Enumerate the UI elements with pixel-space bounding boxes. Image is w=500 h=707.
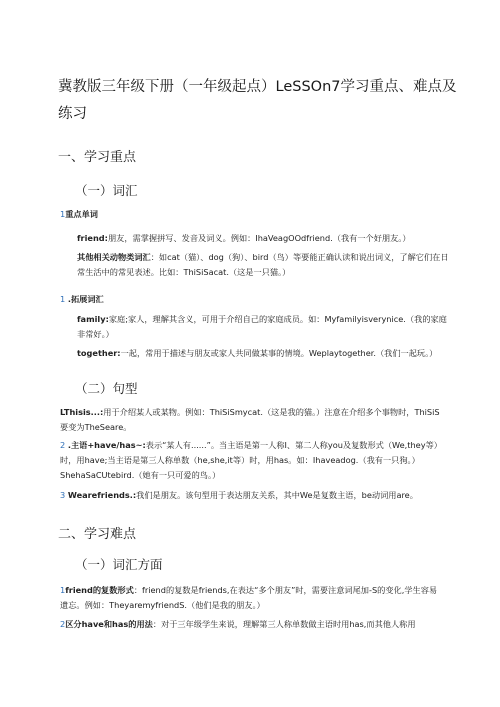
description: 我们是朋友。该句型用于表达朋友关系，其中We是复数主语，be动词用are。 <box>136 490 418 500</box>
description: 表示“某人有......”。当主语是第一人称I、第二人称you及复数形式（We,they等）时，用have;当主语是第三人称单数（he,she,it等）时，用has。如：Ihaveadog.（我有一只狗。）ShehaSaCUtebird.（她有一只可爱的鸟。） <box>60 440 442 480</box>
vocab-item-family <box>77 312 449 342</box>
difficulty-have-has <box>60 617 445 632</box>
term: friend: <box>77 233 108 243</box>
term: LThisis...: <box>60 407 104 417</box>
list-number: 2 <box>60 619 66 629</box>
subheading-vocabulary-aspects: （一）词汇方面 <box>75 557 163 572</box>
subheading-vocabulary: （一）词汇 <box>75 183 138 198</box>
vocab-group-extended-words <box>60 292 440 307</box>
term: 区分have和has的用法 <box>65 619 153 629</box>
description: ：对于三年级学生来说，理解第三人称单数做主语时用has,而其他人称用 <box>152 619 416 629</box>
group-label: .拓展词汇 <box>67 294 104 304</box>
document-title: 冀教版三年级下册（一年级起点）LeSSOn7学习重点、难点及练习 <box>58 79 457 122</box>
sentence-pattern-have-has <box>60 438 445 483</box>
definition: 一起，常用于描述与朋友或家人共同做某事的情境。Weplaytogether.（我们一起玩。） <box>120 348 438 358</box>
list-number: 3 <box>60 490 66 500</box>
term: family: <box>77 314 109 324</box>
term: 其他相关动物类词汇 <box>77 252 151 262</box>
vocab-item-friend <box>77 231 452 246</box>
group-label: 重点单词 <box>65 209 98 219</box>
description: 用于介绍某人或某物。例如：ThiSiSmycat.（这是我的猫。）注意在介绍多个事物时，ThiSiS要变为TheSeare。 <box>60 407 440 432</box>
vocab-item-together <box>77 346 452 361</box>
sentence-pattern-this-is <box>60 405 445 435</box>
definition: 家庭;家人，理解其含义，可用于介绍自己的家庭成员。如：Myfamilyisverynice.（我的家庭非常好。） <box>77 314 447 339</box>
difficulty-friend-plural <box>60 583 445 613</box>
vocab-group-key-words <box>60 207 440 222</box>
list-number: 1 <box>60 209 66 219</box>
definition: 朋友，需掌握拼写、发音及词义。例如：IhaVeagOOdfriend.（我有一个好朋友。） <box>107 233 411 243</box>
term: friend的复数形式 <box>65 585 134 595</box>
term: together: <box>77 348 121 358</box>
list-number: 2 <box>60 440 66 450</box>
list-number: 1 <box>60 294 66 304</box>
definition: ：如cat（猫）、dog（狗）、bird（鸟）等要能正确认读和说出词义，了解它们在日常生活中的常见表述。比如：ThiSiSacat.（这是一只猫。） <box>77 252 449 277</box>
term: .主语+have/has~: <box>67 440 146 450</box>
subheading-sentence-patterns: （二）句型 <box>75 381 138 396</box>
description: ：friend的复数是friends,在表达“多个朋友”时，需要注意词尾加-S的变化,学生容易遗忘。例如：TheyaremyfriendS.（他们是我的朋友。） <box>60 585 438 610</box>
vocab-item-animals <box>77 250 449 280</box>
section-heading-difficulties: 二、学习难点 <box>58 527 137 542</box>
section-heading-key-points: 一、学习重点 <box>58 150 137 165</box>
sentence-pattern-we-are-friends <box>60 488 445 503</box>
term: Wearefriends.: <box>67 490 137 500</box>
list-number: 1 <box>60 585 66 595</box>
